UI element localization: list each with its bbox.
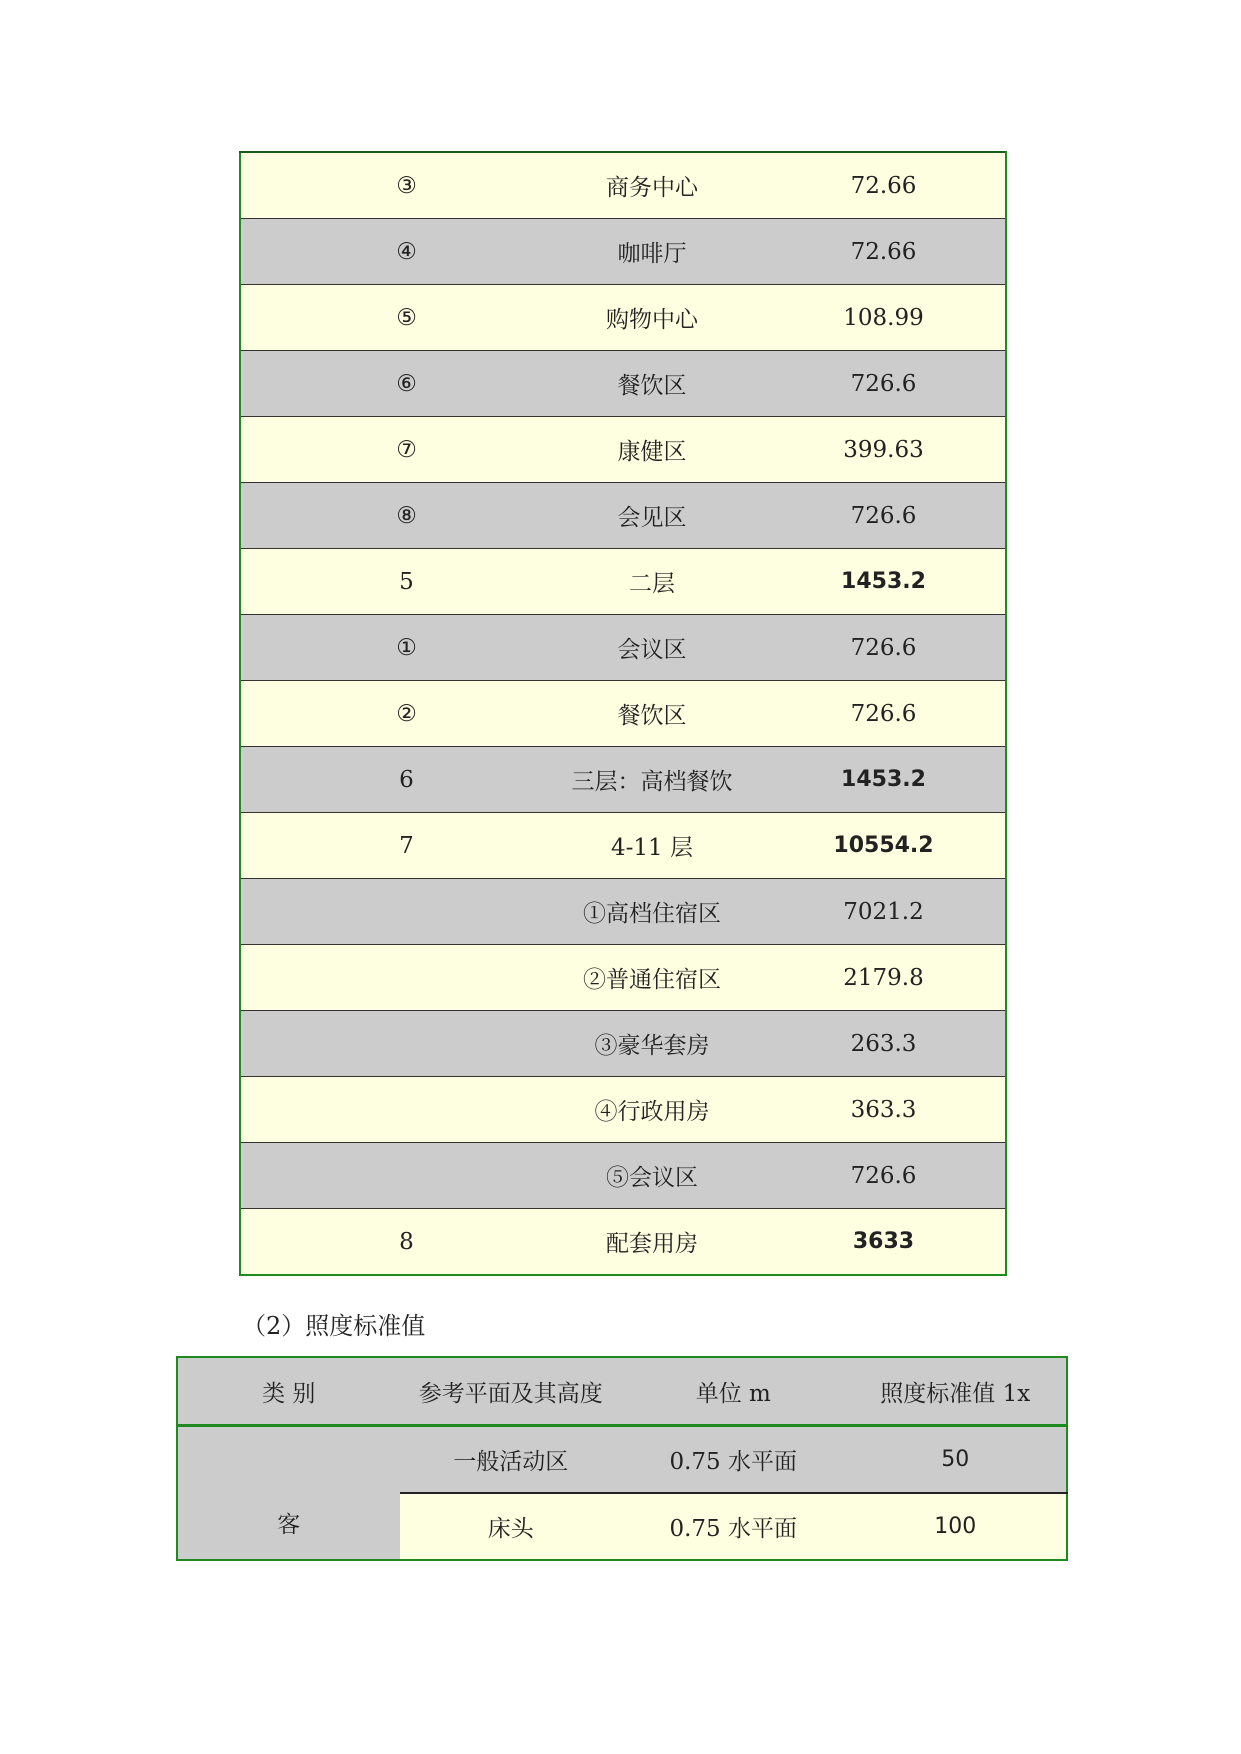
area-name-cell: ④行政用房	[542, 1077, 762, 1143]
row-number-cell: ⑥	[240, 351, 542, 417]
area-name-cell: ②普通住宿区	[542, 945, 762, 1011]
table-row	[240, 1143, 1006, 1209]
area-name-cell: 康健区	[542, 417, 762, 483]
area-cell: 床头	[400, 1493, 623, 1560]
table-row	[240, 1077, 1006, 1143]
row-number-cell: ⑤	[240, 285, 542, 351]
area-name-cell: 会见区	[542, 483, 762, 549]
area-name-cell: 配套用房	[542, 1209, 762, 1276]
row-number-cell: ⑧	[240, 483, 542, 549]
area-value-cell: 726.6	[762, 483, 1006, 549]
area-value-cell: 10554.2	[762, 813, 1006, 879]
area-name-cell: 二层	[542, 549, 762, 615]
area-value-cell: 726.6	[762, 1143, 1006, 1209]
area-cell: 一般活动区	[400, 1426, 623, 1494]
row-number-cell: ①	[240, 615, 542, 681]
table-row	[240, 152, 1006, 219]
area-name-cell: ①高档住宿区	[542, 879, 762, 945]
table-row	[240, 549, 1006, 615]
area-value-cell: 1453.2	[762, 747, 1006, 813]
row-number-cell	[240, 879, 542, 945]
table-row	[240, 1011, 1006, 1077]
area-value-cell: 3633	[762, 1209, 1006, 1276]
area-name-cell: ⑤会议区	[542, 1143, 762, 1209]
area-value-cell: 726.6	[762, 351, 1006, 417]
lux-cell: 100	[845, 1493, 1068, 1560]
table-row	[240, 285, 1006, 351]
table-row	[240, 219, 1006, 285]
row-number-cell	[240, 1077, 542, 1143]
table-row	[240, 483, 1006, 549]
area-value-cell: 399.63	[762, 417, 1006, 483]
area-name-cell: 咖啡厅	[542, 219, 762, 285]
area-name-cell: ③豪华套房	[542, 1011, 762, 1077]
floor-area-table	[239, 151, 1007, 1276]
table-row	[240, 945, 1006, 1011]
row-number-cell	[240, 945, 542, 1011]
table-row	[240, 747, 1006, 813]
illuminance-standard-table	[176, 1356, 1068, 1561]
area-value-cell: 726.6	[762, 681, 1006, 747]
table-row	[240, 417, 1006, 483]
area-value-cell: 2179.8	[762, 945, 1006, 1011]
table-row	[240, 879, 1006, 945]
table-row	[177, 1426, 1067, 1494]
section-title: （2）照度标准值	[242, 1312, 426, 1340]
area-value-cell: 7021.2	[762, 879, 1006, 945]
table-row	[240, 615, 1006, 681]
area-name-cell: 购物中心	[542, 285, 762, 351]
table-row	[240, 681, 1006, 747]
area-value-cell: 1453.2	[762, 549, 1006, 615]
area-name-cell: 餐饮区	[542, 681, 762, 747]
area-value-cell: 108.99	[762, 285, 1006, 351]
header-illuminance: 照度标准值 1x	[845, 1357, 1068, 1426]
header-category: 类 别	[177, 1357, 400, 1426]
row-number-cell: 5	[240, 549, 542, 615]
row-number-cell: 7	[240, 813, 542, 879]
area-name-cell: 商务中心	[542, 152, 762, 219]
table-row	[240, 1209, 1006, 1276]
area-value-cell: 726.6	[762, 615, 1006, 681]
lux-cell: 50	[845, 1426, 1068, 1494]
row-number-cell: 6	[240, 747, 542, 813]
row-number-cell: ④	[240, 219, 542, 285]
area-name-cell: 4-11 层	[542, 813, 762, 879]
table-header-row	[177, 1357, 1067, 1426]
area-value-cell: 72.66	[762, 152, 1006, 219]
floor-area-table-body	[240, 152, 1006, 1275]
area-name-cell: 三层：高档餐饮	[542, 747, 762, 813]
row-number-cell: ⑦	[240, 417, 542, 483]
table-row	[240, 813, 1006, 879]
area-value-cell: 72.66	[762, 219, 1006, 285]
area-value-cell: 263.3	[762, 1011, 1006, 1077]
area-name-cell: 会议区	[542, 615, 762, 681]
row-number-cell: ③	[240, 152, 542, 219]
category-cell: 客	[177, 1426, 400, 1561]
row-number-cell	[240, 1143, 542, 1209]
row-number-cell	[240, 1011, 542, 1077]
area-value-cell: 363.3	[762, 1077, 1006, 1143]
row-number-cell: ②	[240, 681, 542, 747]
header-unit: 单位 m	[622, 1357, 845, 1426]
plane-cell: 0.75 水平面	[622, 1493, 845, 1560]
plane-cell: 0.75 水平面	[622, 1426, 845, 1494]
header-reference-plane: 参考平面及其高度	[400, 1357, 623, 1426]
area-name-cell: 餐饮区	[542, 351, 762, 417]
table-row	[240, 351, 1006, 417]
row-number-cell: 8	[240, 1209, 542, 1276]
